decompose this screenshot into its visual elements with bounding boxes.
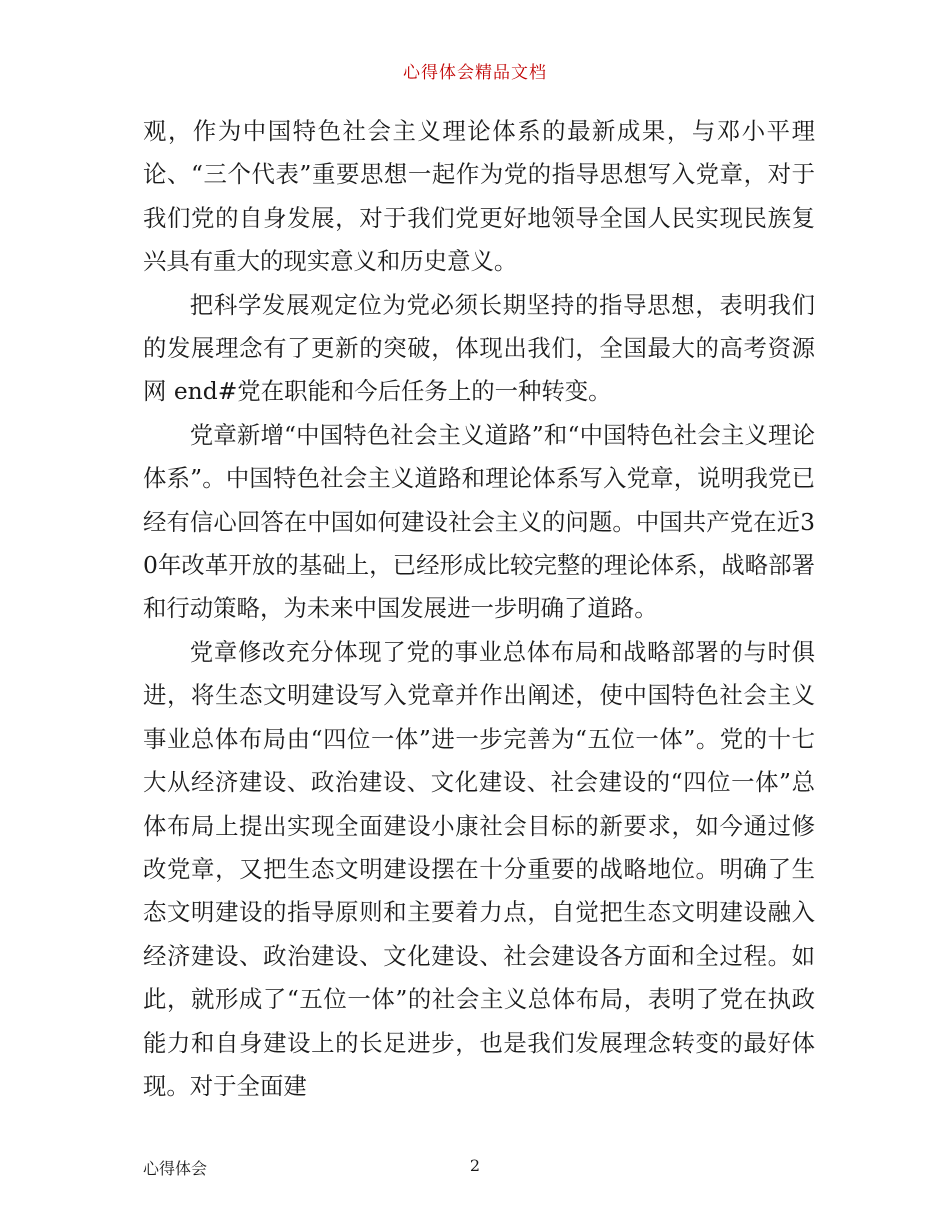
footer-label: 心得体会 [143,1159,208,1178]
page-number: 2 [469,1156,481,1175]
page-header-title: 心得体会精品文档 [403,63,547,83]
paragraph-4: 党章修改充分体现了党的事业总体布局和战略部署的与时俱进，将生态文明建设写入党章并作出阐述，使中国特色社会主义事业总体布局由“四位一体”进一步完善为“五位一体”。党的十七大从经济建设、政治建设、文化建设、社会建设的“四位一体”总体布局上提出实现全面建设小康社会目标的新要求，如今通过修改党章，又把生态文明建设摆在十分重要的战略地位。明确了生态文明建设的指导原则和主要着力点，自觉把生态文明建设融入经济建设、政治建设、文化建设、社会建设各方面和全过程。如此，就形成了“五位一体”的社会主义总体布局，表明了党在执政能力和自身建设上的长足进步，也是我们发展理念转变的最好体现。对于全面建 [143,637,815,1100]
document-body [143,110,815,1108]
paragraph-2: 把科学发展观定位为党必须长期坚持的指导思想，表明我们的发展理念有了更新的突破，体现出我们，全国最大的高考资源网 end#党在职能和今后任务上的一种转变。 [143,290,815,406]
paragraph-3: 党章新增“中国特色社会主义道路”和“中国特色社会主义理论体系”。中国特色社会主义道路和理论体系写入党章，说明我党已经有信心回答在中国如何建设社会主义的问题。中国共产党在近30年改革开放的基础上，已经形成比较完整的理论体系，战略部署和行动策略，为未来中国发展进一步明确了道路。 [143,420,815,623]
paragraph-1: 观，作为中国特色社会主义理论体系的最新成果，与邓小平理论、“三个代表”重要思想一起作为党的指导思想写入党章，对于我们党的自身发展，对于我们党更好地领导全国人民实现民族复兴具有重大的现实意义和历史意义。 [143,117,815,276]
